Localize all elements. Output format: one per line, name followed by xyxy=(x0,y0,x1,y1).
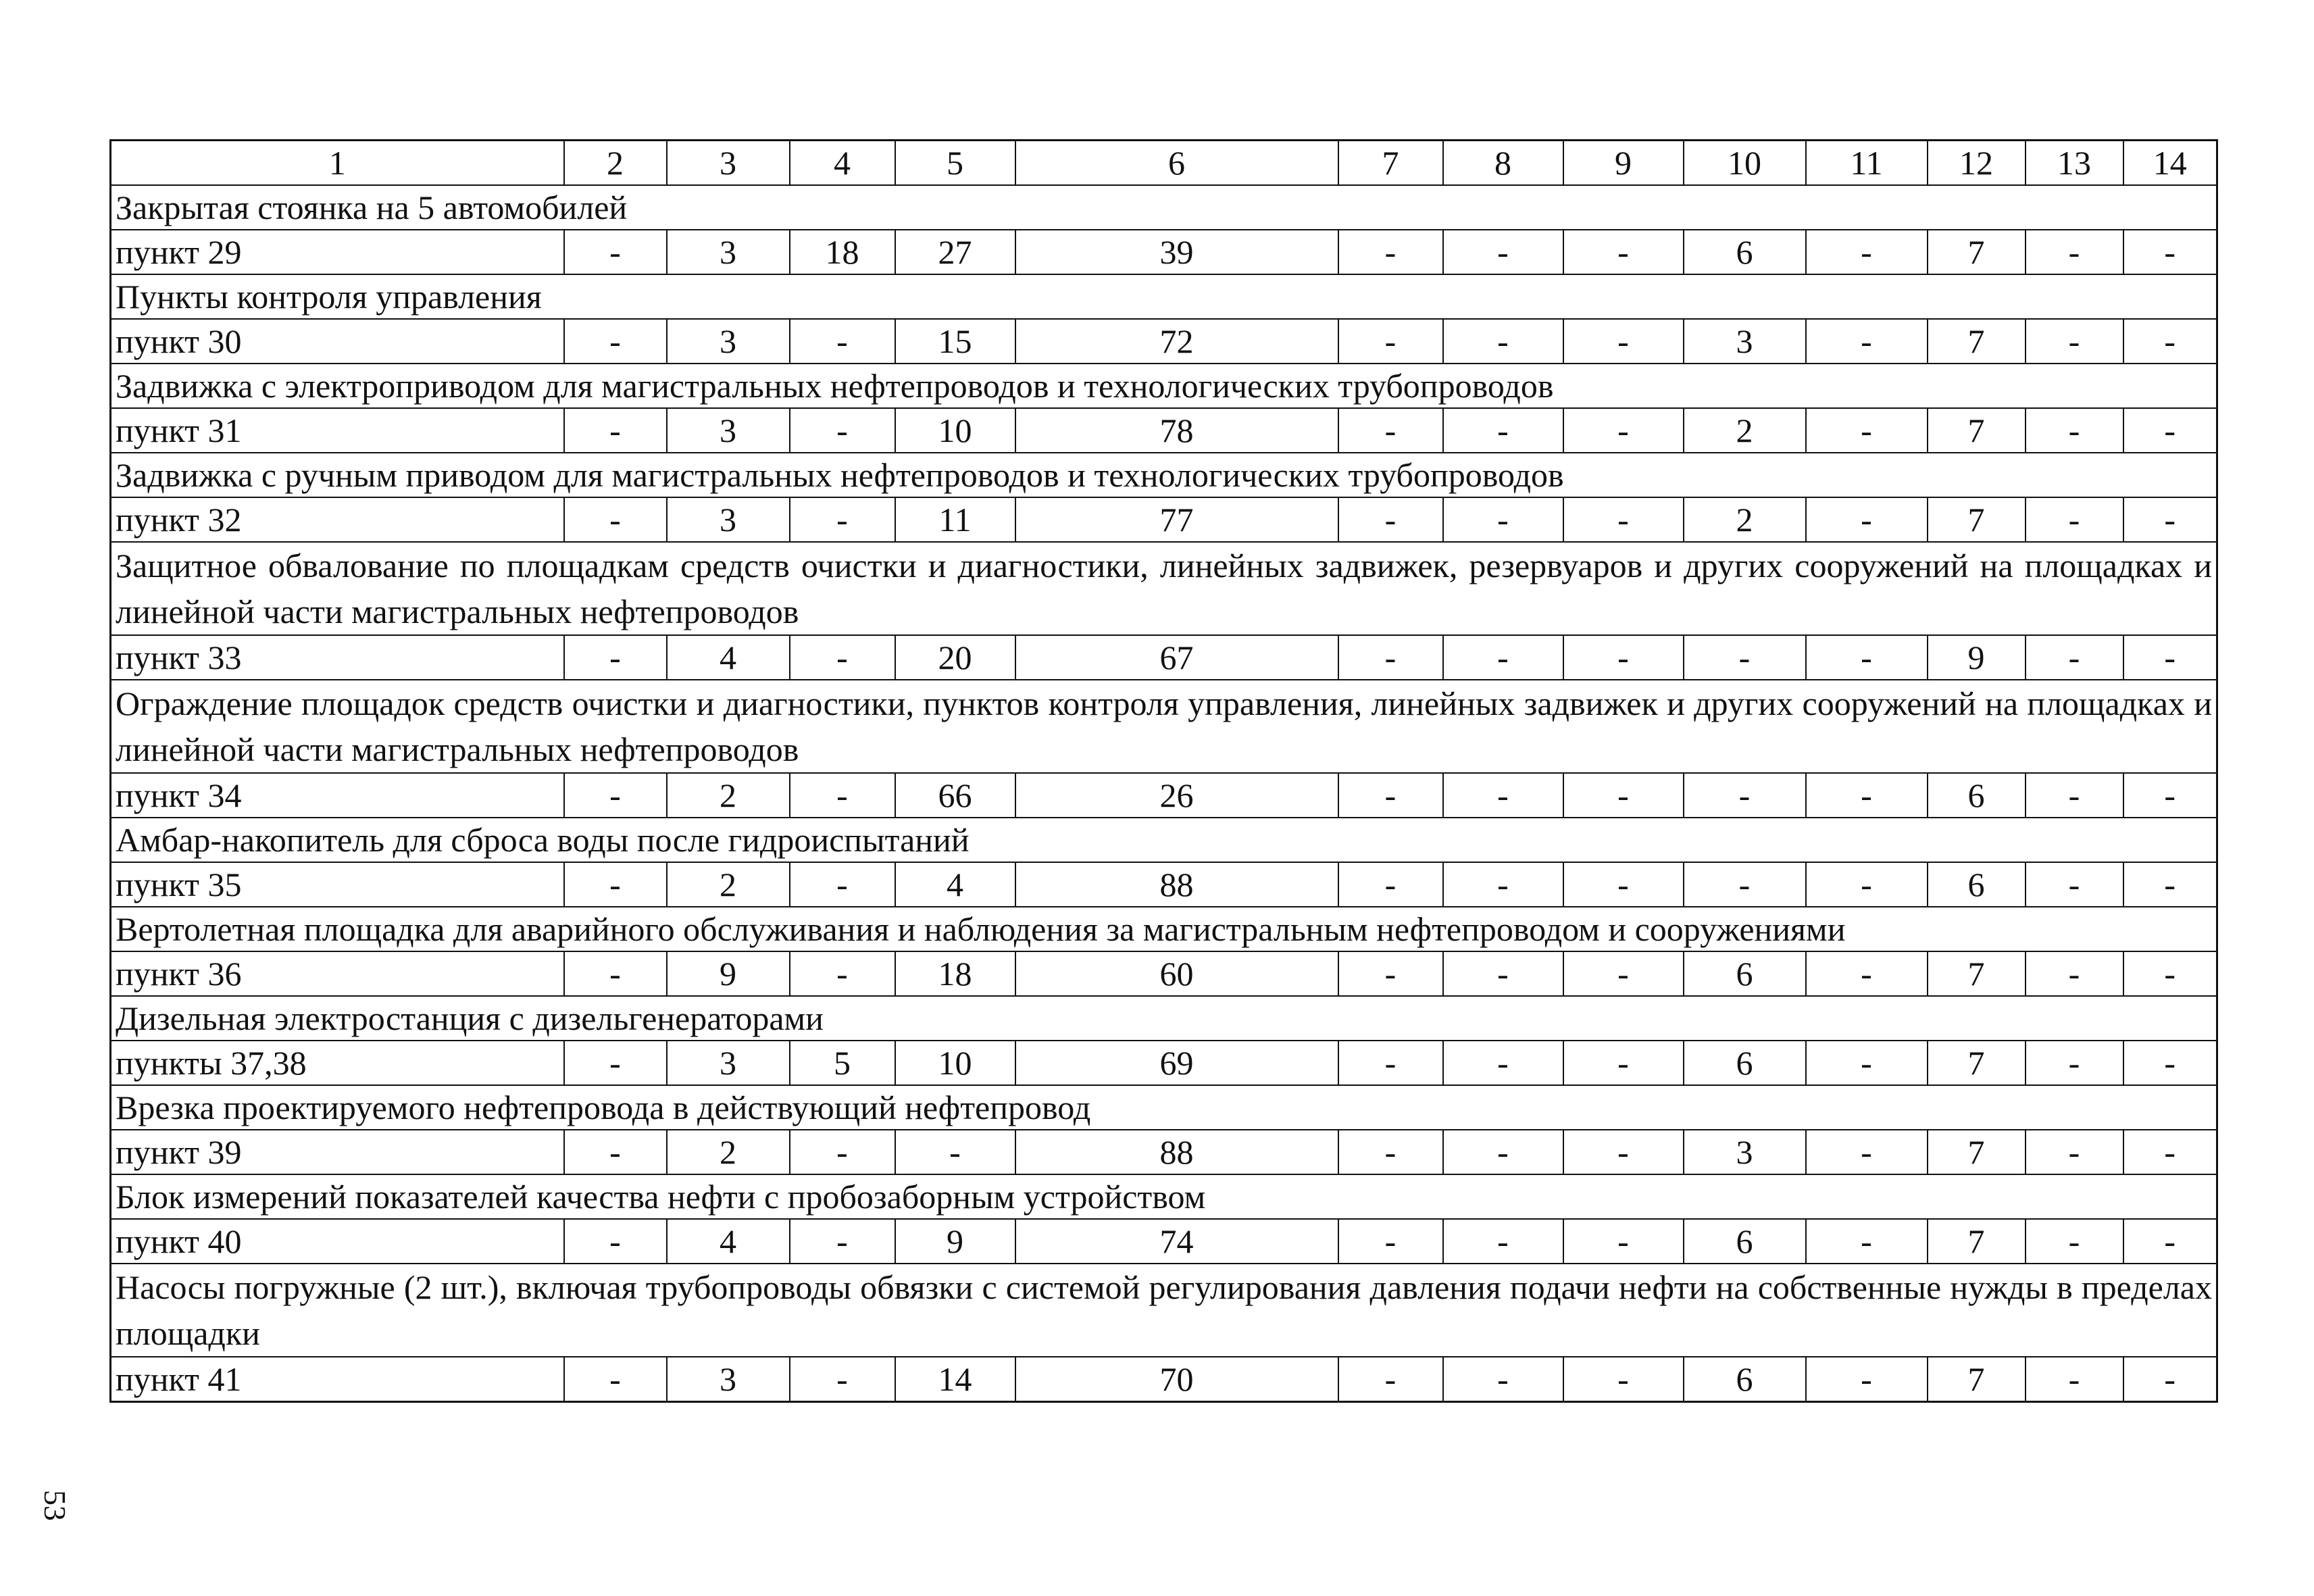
table-cell: - xyxy=(1563,408,1684,453)
table-cell: - xyxy=(1806,951,1928,996)
table-cell: - xyxy=(564,408,667,453)
section-title: Насосы погружные (2 шт.), включая трубопроводы обвязки с системой регулирования давления подачи нефти на собственные нужды в пределах площадки xyxy=(111,1264,2217,1357)
table-cell: - xyxy=(1443,1041,1563,1085)
table-cell: - xyxy=(1443,319,1563,364)
table-cell: 7 xyxy=(1928,230,2026,274)
table-cell: - xyxy=(564,1219,667,1264)
table-cell: - xyxy=(1338,1357,1443,1402)
column-header-3: 3 xyxy=(667,141,790,186)
section-title: Блок измерений показателей качества нефти с пробозаборным устройством xyxy=(111,1174,2217,1219)
table-cell: - xyxy=(2123,1219,2217,1264)
table-cell: - xyxy=(1443,862,1563,907)
header-row xyxy=(111,141,2217,186)
table-cell: - xyxy=(1806,862,1928,907)
table-cell: - xyxy=(2123,1041,2217,1085)
table-cell: - xyxy=(2026,951,2123,996)
table-cell: 77 xyxy=(1015,497,1338,542)
section-title-row xyxy=(111,996,2217,1041)
table-cell: - xyxy=(790,1357,895,1402)
column-header-6: 6 xyxy=(1015,141,1338,186)
table-cell: - xyxy=(1806,1357,1928,1402)
table-cell: - xyxy=(1443,773,1563,818)
table-cell: - xyxy=(2123,408,2217,453)
table-cell: 69 xyxy=(1015,1041,1338,1085)
table-cell: - xyxy=(1338,497,1443,542)
table-cell: - xyxy=(790,773,895,818)
table-cell: 3 xyxy=(667,1041,790,1085)
table-cell: - xyxy=(1443,230,1563,274)
table-cell: 7 xyxy=(1928,1041,2026,1085)
table-cell: - xyxy=(1806,319,1928,364)
table-cell: - xyxy=(1806,1130,1928,1174)
table-cell: 2 xyxy=(667,862,790,907)
table-cell: - xyxy=(1443,951,1563,996)
table-cell: 66 xyxy=(895,773,1015,818)
table-cell: 3 xyxy=(667,230,790,274)
table-cell: - xyxy=(2026,1041,2123,1085)
table-cell: - xyxy=(790,408,895,453)
table-cell: 74 xyxy=(1015,1219,1338,1264)
table-cell: 9 xyxy=(1928,635,2026,680)
table-cell: 2 xyxy=(667,1130,790,1174)
section-title: Закрытая стоянка на 5 автомобилей xyxy=(111,185,2217,230)
column-header-10: 10 xyxy=(1684,141,1806,186)
page-number: 53 xyxy=(38,1490,72,1521)
table-row xyxy=(111,1219,2217,1264)
table-cell: - xyxy=(790,862,895,907)
table-cell: 9 xyxy=(895,1219,1015,1264)
column-header-5: 5 xyxy=(895,141,1015,186)
table-cell: - xyxy=(564,862,667,907)
table-cell: - xyxy=(1338,862,1443,907)
table-cell: 5 xyxy=(790,1041,895,1085)
table-cell: 15 xyxy=(895,319,1015,364)
table-cell: - xyxy=(1684,862,1806,907)
table-row xyxy=(111,635,2217,680)
table-row xyxy=(111,1130,2217,1174)
table-cell: 88 xyxy=(1015,1130,1338,1174)
column-header-8: 8 xyxy=(1443,141,1563,186)
table-cell: 2 xyxy=(1684,497,1806,542)
data-table xyxy=(109,139,2218,1403)
section-title-row xyxy=(111,542,2217,635)
table-cell: - xyxy=(564,635,667,680)
table-cell: - xyxy=(2026,497,2123,542)
table-cell: - xyxy=(790,1130,895,1174)
row-label: пункт 41 xyxy=(111,1357,564,1402)
table-cell: - xyxy=(2123,1357,2217,1402)
table-cell: - xyxy=(1338,1219,1443,1264)
table-cell: 4 xyxy=(895,862,1015,907)
column-header-7: 7 xyxy=(1338,141,1443,186)
table-cell: - xyxy=(564,1357,667,1402)
table-cell: 4 xyxy=(667,1219,790,1264)
column-header-12: 12 xyxy=(1928,141,2026,186)
table-cell: - xyxy=(1563,319,1684,364)
table-cell: - xyxy=(564,1130,667,1174)
table-cell: - xyxy=(1338,635,1443,680)
table-cell: - xyxy=(564,319,667,364)
table-cell: 6 xyxy=(1684,230,1806,274)
table-cell: 6 xyxy=(1684,1357,1806,1402)
section-title: Вертолетная площадка для аварийного обслуживания и наблюдения за магистральным нефтепроводом и сооружениями xyxy=(111,907,2217,951)
column-header-13: 13 xyxy=(2026,141,2123,186)
row-label: пункт 40 xyxy=(111,1219,564,1264)
table-cell: - xyxy=(1563,1130,1684,1174)
row-label: пункт 35 xyxy=(111,862,564,907)
table-cell: - xyxy=(2026,773,2123,818)
table-cell: 14 xyxy=(895,1357,1015,1402)
table-cell: - xyxy=(1443,408,1563,453)
table-cell: - xyxy=(1338,230,1443,274)
row-label: пункты 37,38 xyxy=(111,1041,564,1085)
table-cell: - xyxy=(1806,408,1928,453)
column-header-14: 14 xyxy=(2123,141,2217,186)
table-row xyxy=(111,862,2217,907)
section-title: Дизельная электростанция с дизельгенераторами xyxy=(111,996,2217,1041)
table-cell: - xyxy=(1443,635,1563,680)
table-cell: - xyxy=(2123,230,2217,274)
section-title-row xyxy=(111,818,2217,862)
table-cell: - xyxy=(1338,408,1443,453)
row-label: пункт 39 xyxy=(111,1130,564,1174)
table-cell: - xyxy=(1563,773,1684,818)
table-cell: 3 xyxy=(1684,319,1806,364)
table-cell: 7 xyxy=(1928,951,2026,996)
table-cell: 3 xyxy=(667,497,790,542)
table-cell: - xyxy=(1338,1041,1443,1085)
table-cell: 6 xyxy=(1684,1041,1806,1085)
table-cell: - xyxy=(2026,408,2123,453)
table-cell: - xyxy=(1563,497,1684,542)
table-cell: 27 xyxy=(895,230,1015,274)
table-cell: 60 xyxy=(1015,951,1338,996)
table-cell: 6 xyxy=(1928,862,2026,907)
table-cell: - xyxy=(2026,635,2123,680)
table-cell: 3 xyxy=(667,1357,790,1402)
table-cell: - xyxy=(2123,862,2217,907)
section-title-row xyxy=(111,1264,2217,1357)
table-cell: 3 xyxy=(667,408,790,453)
table-cell: - xyxy=(2026,1357,2123,1402)
table-cell: - xyxy=(2026,230,2123,274)
table-cell: 7 xyxy=(1928,1130,2026,1174)
section-title: Врезка проектируемого нефтепровода в действующий нефтепровод xyxy=(111,1085,2217,1130)
table-cell: - xyxy=(1338,1130,1443,1174)
table-cell: - xyxy=(790,1219,895,1264)
table-cell: 9 xyxy=(667,951,790,996)
section-title: Пункты контроля управления xyxy=(111,274,2217,319)
table-cell: - xyxy=(564,230,667,274)
section-title-row xyxy=(111,1085,2217,1130)
table-cell: 18 xyxy=(790,230,895,274)
table-cell: - xyxy=(1806,497,1928,542)
table-cell: 88 xyxy=(1015,862,1338,907)
row-label: пункт 33 xyxy=(111,635,564,680)
section-title-row xyxy=(111,680,2217,773)
table-cell: - xyxy=(1806,773,1928,818)
table-cell: 78 xyxy=(1015,408,1338,453)
table-cell: 11 xyxy=(895,497,1015,542)
table-cell: 7 xyxy=(1928,408,2026,453)
table-cell: - xyxy=(1443,497,1563,542)
table-cell: - xyxy=(1563,1357,1684,1402)
table-cell: 4 xyxy=(667,635,790,680)
table-cell: 72 xyxy=(1015,319,1338,364)
table-cell: 6 xyxy=(1928,773,2026,818)
section-title: Задвижка с электроприводом для магистральных нефтепроводов и технологических трубопроводов xyxy=(111,364,2217,408)
table-row xyxy=(111,1041,2217,1085)
section-title: Амбар-накопитель для сброса воды после гидроиспытаний xyxy=(111,818,2217,862)
table-row xyxy=(111,230,2217,274)
table-cell: - xyxy=(1563,635,1684,680)
table-cell: 2 xyxy=(1684,408,1806,453)
table-row xyxy=(111,319,2217,364)
table-cell: - xyxy=(564,773,667,818)
table-cell: - xyxy=(2123,1130,2217,1174)
table-cell: - xyxy=(1338,773,1443,818)
column-header-2: 2 xyxy=(564,141,667,186)
table-cell: 67 xyxy=(1015,635,1338,680)
row-label: пункт 30 xyxy=(111,319,564,364)
table-cell: - xyxy=(564,1041,667,1085)
table-row xyxy=(111,773,2217,818)
row-label: пункт 31 xyxy=(111,408,564,453)
section-title-row xyxy=(111,907,2217,951)
section-title: Ограждение площадок средств очистки и диагностики, пунктов контроля управления, линейных задвижек и других сооружений на площадках и линейной части магистральных нефтепроводов xyxy=(111,680,2217,773)
table-cell: 10 xyxy=(895,1041,1015,1085)
table-cell: - xyxy=(2026,1219,2123,1264)
table-cell: 18 xyxy=(895,951,1015,996)
table-cell: - xyxy=(2123,773,2217,818)
table-cell: 7 xyxy=(1928,1219,2026,1264)
table-cell: - xyxy=(2026,319,2123,364)
table-cell: - xyxy=(1684,773,1806,818)
table-cell: - xyxy=(1563,951,1684,996)
table-cell: 39 xyxy=(1015,230,1338,274)
table-cell: - xyxy=(790,951,895,996)
table-cell: - xyxy=(1684,635,1806,680)
table-cell: 2 xyxy=(667,773,790,818)
section-title-row xyxy=(111,364,2217,408)
table-cell: - xyxy=(1563,1219,1684,1264)
table-cell: - xyxy=(1443,1219,1563,1264)
table-cell: 26 xyxy=(1015,773,1338,818)
table-cell: - xyxy=(1443,1357,1563,1402)
table-cell: 3 xyxy=(667,319,790,364)
table-row xyxy=(111,497,2217,542)
table-cell: - xyxy=(895,1130,1015,1174)
table-cell: 6 xyxy=(1684,951,1806,996)
table-row xyxy=(111,951,2217,996)
table-cell: - xyxy=(790,319,895,364)
table-cell: - xyxy=(2026,862,2123,907)
table-cell: 7 xyxy=(1928,497,2026,542)
table-cell: 6 xyxy=(1684,1219,1806,1264)
section-title-row xyxy=(111,185,2217,230)
table-cell: 7 xyxy=(1928,1357,2026,1402)
table-cell: 20 xyxy=(895,635,1015,680)
row-label: пункт 36 xyxy=(111,951,564,996)
table-cell: - xyxy=(790,635,895,680)
table-cell: 7 xyxy=(1928,319,2026,364)
row-label: пункт 32 xyxy=(111,497,564,542)
table-cell: - xyxy=(1443,1130,1563,1174)
table-cell: 10 xyxy=(895,408,1015,453)
table-cell: - xyxy=(1563,230,1684,274)
column-header-9: 9 xyxy=(1563,141,1684,186)
row-label: пункт 29 xyxy=(111,230,564,274)
section-title: Защитное обвалование по площадкам средств очистки и диагностики, линейных задвижек, резервуаров и других сооружений на площадках и линейной части магистральных нефтепроводов xyxy=(111,542,2217,635)
table-cell: - xyxy=(2123,635,2217,680)
table-cell: - xyxy=(1338,319,1443,364)
table-row xyxy=(111,408,2217,453)
section-title-row xyxy=(111,453,2217,497)
table-cell: - xyxy=(2123,319,2217,364)
table-cell: - xyxy=(1806,1219,1928,1264)
section-title-row xyxy=(111,1174,2217,1219)
table-cell: - xyxy=(2123,951,2217,996)
table-body xyxy=(111,141,2217,1402)
row-label: пункт 34 xyxy=(111,773,564,818)
table-cell: - xyxy=(1806,1041,1928,1085)
column-header-11: 11 xyxy=(1806,141,1928,186)
table-cell: - xyxy=(790,497,895,542)
table-cell: - xyxy=(1806,635,1928,680)
column-header-4: 4 xyxy=(790,141,895,186)
table-cell: - xyxy=(1563,1041,1684,1085)
section-title-row xyxy=(111,274,2217,319)
table-row xyxy=(111,1357,2217,1402)
table-cell: - xyxy=(1338,951,1443,996)
table-cell: - xyxy=(1563,862,1684,907)
table-cell: - xyxy=(564,951,667,996)
table-cell: 3 xyxy=(1684,1130,1806,1174)
table-cell: - xyxy=(2123,497,2217,542)
table-cell: 70 xyxy=(1015,1357,1338,1402)
column-header-1: 1 xyxy=(111,141,564,186)
table-cell: - xyxy=(2026,1130,2123,1174)
table-cell: - xyxy=(564,497,667,542)
table-cell: - xyxy=(1806,230,1928,274)
section-title: Задвижка с ручным приводом для магистральных нефтепроводов и технологических трубопроводов xyxy=(111,453,2217,497)
